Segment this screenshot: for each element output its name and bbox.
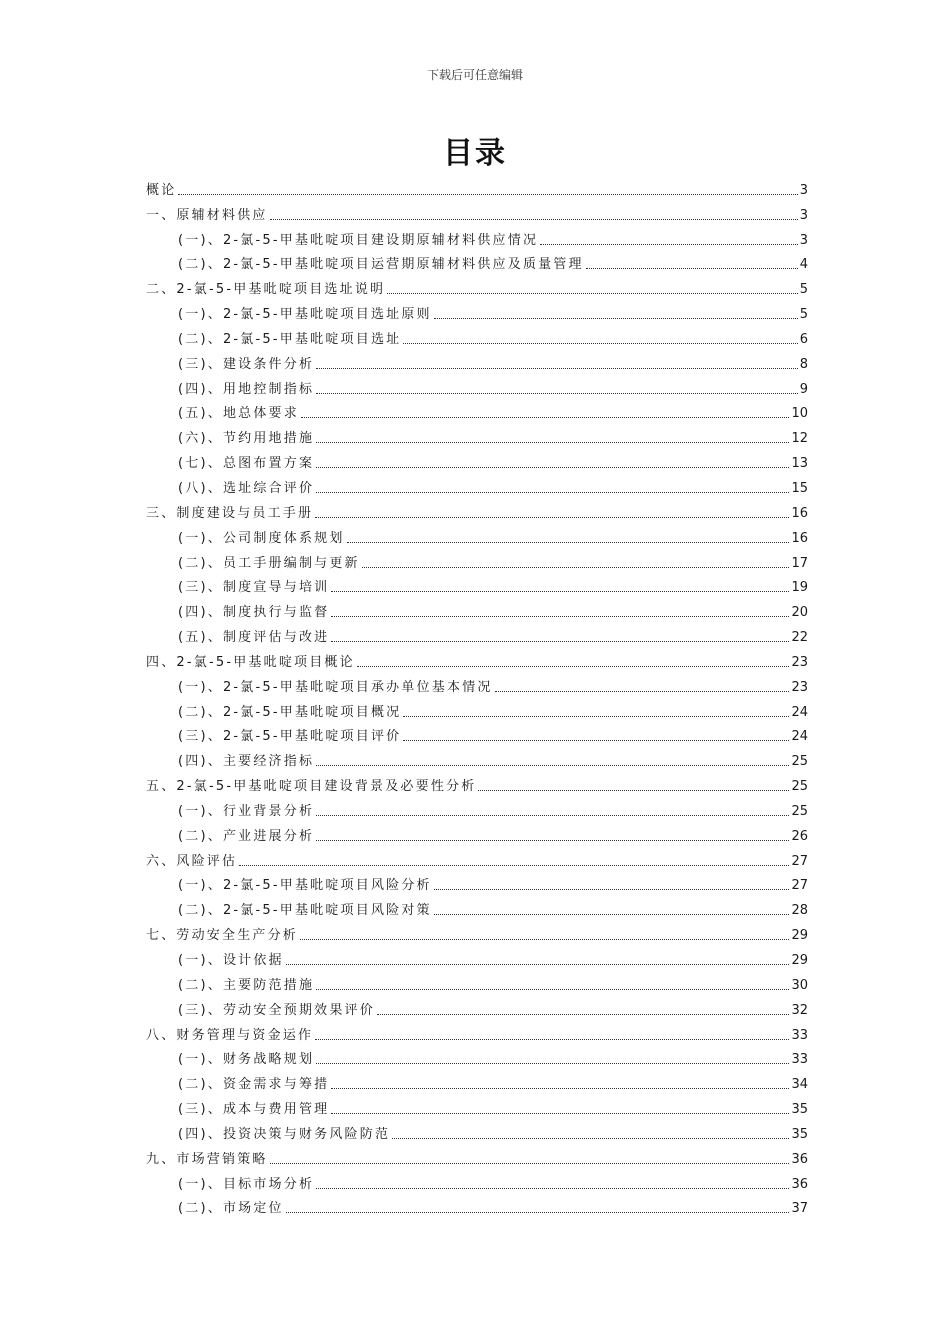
- toc-dot-leader: [270, 1163, 790, 1164]
- toc-entry[interactable]: [146, 374, 808, 399]
- toc-entry-label: (二)、产业进展分析: [178, 828, 315, 844]
- toc-entry-page: 33: [791, 1027, 808, 1043]
- toc-dot-leader: [315, 1039, 789, 1040]
- toc-entry-label: 概论: [146, 182, 177, 198]
- toc-dot-leader: [316, 492, 789, 493]
- toc-entry-page: 3: [799, 182, 808, 198]
- toc-entry-page: 34: [791, 1077, 808, 1093]
- toc-dot-leader: [377, 1014, 790, 1015]
- toc-entry-label: (六)、节约用地措施: [178, 431, 315, 447]
- toc-entry-label: (三)、劳动安全预期效果评价: [178, 1002, 375, 1018]
- toc-entry[interactable]: [146, 1194, 808, 1219]
- toc-entry-label: (四)、投资决策与财务风险防范: [178, 1126, 391, 1142]
- toc-entry[interactable]: [146, 1094, 808, 1119]
- toc-entry[interactable]: [146, 1169, 808, 1194]
- toc-entry-page: 13: [791, 456, 808, 472]
- toc-dot-leader: [392, 1138, 789, 1139]
- toc-entry-page: 16: [791, 530, 808, 546]
- toc-entry-label: (一)、2-氯-5-甲基吡啶项目承办单位基本情况: [178, 679, 493, 695]
- toc-entry-label: (一)、财务战略规划: [178, 1052, 315, 1068]
- toc-entry-page: 10: [791, 406, 808, 422]
- toc-dot-leader: [316, 815, 789, 816]
- toc-entry-label: 一、原辅材料供应: [146, 207, 268, 223]
- toc-dot-leader: [331, 1113, 789, 1114]
- toc-entry[interactable]: [146, 697, 808, 722]
- toc-entry-label: (四)、主要经济指标: [178, 754, 315, 770]
- toc-entry[interactable]: [146, 200, 808, 225]
- toc-entry[interactable]: [146, 523, 808, 548]
- toc-entry-page: 35: [791, 1102, 808, 1118]
- toc-entry-label: (四)、用地控制指标: [178, 381, 315, 397]
- toc-entry-page: 25: [791, 779, 808, 795]
- toc-entry[interactable]: [146, 945, 808, 970]
- toc-entry[interactable]: [146, 548, 808, 573]
- header-note: 下载后可任意编辑: [426, 68, 523, 82]
- toc-entry[interactable]: [146, 274, 808, 299]
- toc-dot-leader: [331, 641, 789, 642]
- toc-dot-leader: [316, 989, 789, 990]
- toc-entry-label: 四、2-氯-5-甲基吡啶项目概论: [146, 654, 355, 670]
- toc-entry-page: 27: [791, 878, 808, 894]
- toc-dot-leader: [315, 517, 789, 518]
- toc-entry-page: 30: [791, 977, 808, 993]
- toc-entry-label: (二)、2-氯-5-甲基吡啶项目概况: [178, 704, 402, 720]
- toc-dot-leader: [586, 268, 798, 269]
- toc-entry-page: 27: [791, 853, 808, 869]
- toc-entry-label: (三)、2-氯-5-甲基吡啶项目评价: [178, 729, 402, 745]
- toc-dot-leader: [387, 293, 798, 294]
- toc-entry[interactable]: [146, 349, 808, 374]
- toc-entry-page: 23: [791, 679, 808, 695]
- toc-entry-label: 七、劳动安全生产分析: [146, 928, 299, 944]
- toc-dot-leader: [178, 194, 797, 195]
- toc-dot-leader: [316, 1063, 789, 1064]
- toc-dot-leader: [286, 1212, 790, 1213]
- toc-dot-leader: [403, 740, 789, 741]
- toc-entry[interactable]: [146, 597, 808, 622]
- toc-entry-label: (五)、制度评估与改进: [178, 630, 330, 646]
- toc-dot-leader: [434, 914, 790, 915]
- toc-entry-label: (二)、资金需求与筹措: [178, 1077, 330, 1093]
- toc-dot-leader: [286, 964, 790, 965]
- toc-entry-label: (一)、2-氯-5-甲基吡啶项目选址原则: [178, 307, 432, 323]
- toc-entry-page: 17: [791, 555, 808, 571]
- toc-dot-leader: [316, 393, 798, 394]
- toc-entry-page: 20: [791, 605, 808, 621]
- toc-dot-leader: [316, 467, 789, 468]
- toc-dot-leader: [239, 865, 789, 866]
- toc-entry[interactable]: [146, 895, 808, 920]
- toc-entry-page: 3: [799, 207, 808, 223]
- table-of-contents: [146, 175, 808, 1218]
- toc-entry-page: 36: [791, 1176, 808, 1192]
- toc-entry-page: 4: [799, 257, 808, 273]
- toc-dot-leader: [357, 666, 790, 667]
- toc-entry-page: 16: [791, 505, 808, 521]
- toc-entry[interactable]: [146, 1144, 808, 1169]
- toc-entry[interactable]: [146, 299, 808, 324]
- toc-dot-leader: [403, 716, 789, 717]
- toc-entry-page: 28: [791, 903, 808, 919]
- toc-entry-page: 37: [791, 1201, 808, 1217]
- toc-entry[interactable]: [146, 871, 808, 896]
- toc-entry-page: 8: [799, 356, 808, 372]
- toc-entry-label: (三)、成本与费用管理: [178, 1102, 330, 1118]
- toc-entry[interactable]: [146, 1069, 808, 1094]
- toc-dot-leader: [362, 567, 790, 568]
- toc-entry-label: (三)、制度宣导与培训: [178, 580, 330, 596]
- toc-dot-leader: [331, 616, 789, 617]
- toc-dot-leader: [331, 1088, 789, 1089]
- toc-entry-page: 9: [799, 381, 808, 397]
- toc-dot-leader: [478, 790, 789, 791]
- toc-entry-page: 3: [799, 232, 808, 248]
- toc-dot-leader: [316, 368, 798, 369]
- toc-entry-page: 36: [791, 1151, 808, 1167]
- toc-entry[interactable]: [146, 498, 808, 523]
- toc-entry-label: (五)、地总体要求: [178, 406, 299, 422]
- toc-entry-page: 19: [791, 580, 808, 596]
- toc-dot-leader: [316, 442, 789, 443]
- toc-entry-label: (二)、主要防范措施: [178, 977, 315, 993]
- toc-entry[interactable]: [146, 1119, 808, 1144]
- toc-dot-leader: [495, 691, 790, 692]
- toc-entry[interactable]: [146, 970, 808, 995]
- toc-dot-leader: [316, 765, 789, 766]
- toc-entry-label: (七)、总图布置方案: [178, 456, 315, 472]
- toc-dot-leader: [540, 244, 798, 245]
- toc-entry-label: 八、财务管理与资金运作: [146, 1027, 314, 1043]
- toc-entry[interactable]: [146, 722, 808, 747]
- toc-entry-label: (一)、公司制度体系规划: [178, 530, 345, 546]
- toc-dot-leader: [316, 1188, 789, 1189]
- toc-title: 目录: [443, 136, 507, 171]
- toc-entry[interactable]: [146, 399, 808, 424]
- toc-entry-page: 24: [791, 729, 808, 745]
- toc-entry-label: (二)、2-氯-5-甲基吡啶项目选址: [178, 331, 402, 347]
- toc-dot-leader: [347, 542, 790, 543]
- toc-entry-label: (二)、2-氯-5-甲基吡啶项目运营期原辅材料供应及质量管理: [178, 257, 584, 273]
- toc-entry[interactable]: [146, 846, 808, 871]
- toc-dot-leader: [434, 318, 798, 319]
- toc-entry-label: (二)、市场定位: [178, 1201, 284, 1217]
- toc-entry-page: 15: [791, 480, 808, 496]
- toc-entry-page: 24: [791, 704, 808, 720]
- toc-entry-page: 29: [791, 928, 808, 944]
- toc-entry-label: (一)、行业背景分析: [178, 803, 315, 819]
- toc-entry-page: 22: [791, 630, 808, 646]
- toc-entry[interactable]: [146, 796, 808, 821]
- toc-entry-page: 6: [799, 331, 808, 347]
- toc-entry[interactable]: [146, 1020, 808, 1045]
- toc-entry[interactable]: [146, 1045, 808, 1070]
- toc-entry[interactable]: [146, 324, 808, 349]
- toc-entry[interactable]: [146, 746, 808, 771]
- toc-entry-page: 33: [791, 1052, 808, 1068]
- toc-entry-label: 二、2-氯-5-甲基吡啶项目选址说明: [146, 282, 386, 298]
- toc-entry-label: (一)、2-氯-5-甲基吡啶项目风险分析: [178, 878, 432, 894]
- toc-entry-label: 九、市场营销策略: [146, 1151, 268, 1167]
- toc-entry-page: 29: [791, 953, 808, 968]
- toc-entry-label: (一)、目标市场分析: [178, 1176, 315, 1192]
- toc-dot-leader: [403, 343, 797, 344]
- toc-dot-leader: [300, 939, 789, 940]
- toc-entry[interactable]: [146, 573, 808, 598]
- toc-entry-page: 5: [799, 282, 808, 298]
- toc-entry-page: 12: [791, 431, 808, 447]
- toc-entry-label: (一)、2-氯-5-甲基吡啶项目建设期原辅材料供应情况: [178, 232, 539, 248]
- toc-entry[interactable]: [146, 250, 808, 275]
- toc-entry-page: 35: [791, 1126, 808, 1142]
- toc-entry[interactable]: [146, 423, 808, 448]
- toc-dot-leader: [434, 889, 790, 890]
- toc-entry[interactable]: [146, 175, 808, 200]
- toc-entry-page: 26: [791, 828, 808, 844]
- toc-entry-page: 5: [799, 307, 808, 323]
- toc-entry[interactable]: [146, 647, 808, 672]
- toc-dot-leader: [331, 591, 789, 592]
- toc-entry[interactable]: [146, 995, 808, 1020]
- toc-dot-leader: [270, 219, 798, 220]
- toc-entry-label: 五、2-氯-5-甲基吡啶项目建设背景及必要性分析: [146, 779, 477, 795]
- toc-entry-page: 32: [791, 1002, 808, 1018]
- toc-entry-label: 六、风险评估: [146, 853, 238, 869]
- toc-entry[interactable]: [146, 672, 808, 697]
- toc-entry[interactable]: [146, 473, 808, 498]
- toc-entry-label: (一)、设计依据: [178, 953, 284, 968]
- toc-entry-label: (二)、2-氯-5-甲基吡啶项目风险对策: [178, 903, 432, 919]
- toc-entry-label: (八)、选址综合评价: [178, 480, 315, 496]
- toc-entry-label: 三、制度建设与员工手册: [146, 505, 314, 521]
- toc-entry[interactable]: [146, 622, 808, 647]
- toc-entry-page: 25: [791, 803, 808, 819]
- toc-entry[interactable]: [146, 821, 808, 846]
- toc-entry[interactable]: [146, 448, 808, 473]
- toc-entry[interactable]: [146, 225, 808, 250]
- toc-entry-label: (三)、建设条件分析: [178, 356, 315, 372]
- toc-entry[interactable]: [146, 920, 808, 945]
- toc-entry-page: 25: [791, 754, 808, 770]
- toc-dot-leader: [301, 417, 790, 418]
- toc-dot-leader: [316, 840, 789, 841]
- toc-entry-page: 23: [791, 654, 808, 670]
- toc-entry-label: (二)、员工手册编制与更新: [178, 555, 360, 571]
- toc-entry[interactable]: [146, 771, 808, 796]
- toc-entry-label: (四)、制度执行与监督: [178, 605, 330, 621]
